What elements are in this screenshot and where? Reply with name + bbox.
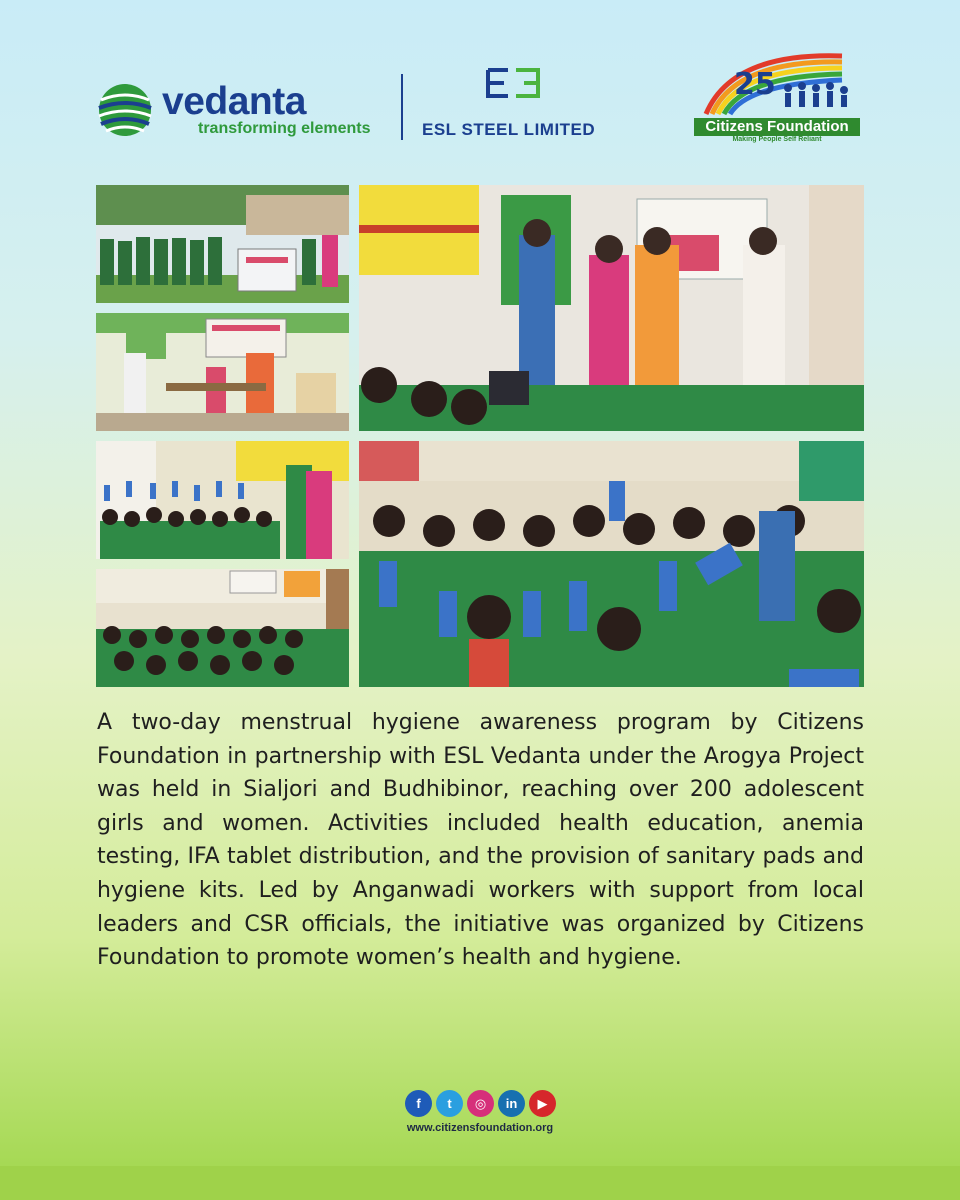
citizens-foundation-tagline: Making People Self Reliant	[732, 136, 822, 143]
esl-wordmark: ESL STEEL LIMITED	[422, 120, 596, 139]
photo-girls-holding-pads-closeup[interactable]	[359, 441, 864, 687]
anniversary-number: 25	[734, 67, 776, 102]
photo-audience-hall[interactable]	[96, 569, 349, 687]
vedanta-tagline: transforming elements	[198, 120, 371, 137]
esl-monogram-icon	[486, 66, 544, 100]
citizens-foundation-wordmark: Citizens Foundation	[694, 118, 860, 136]
photo-classroom-speakers[interactable]	[96, 313, 349, 431]
bottom-green-band	[0, 1166, 960, 1200]
social-links	[405, 1090, 557, 1118]
linkedin-icon[interactable]: in	[498, 1090, 525, 1117]
logo-divider	[401, 74, 403, 140]
photo-girls-raising-pads[interactable]	[96, 441, 349, 559]
program-description: A two-day menstrual hygiene awareness program by Citizens Foundation in partnership with ESL Vedanta under the Arogya Project was held in Sialjori and Budhibinor, reaching over 200 adolescent girls and women. Activities included health education, anemia testing, IFA tablet distribution, and the provision of sanitary pads and hygiene kits. Led by Anganwadi workers with support from local leaders and CSR officials, the initiative was organized by Citizens Foundation to promote women’s health and hygiene.	[97, 710, 864, 971]
esl-logo[interactable]	[418, 66, 618, 146]
vedanta-logo[interactable]	[96, 80, 396, 140]
twitter-icon[interactable]: t	[436, 1090, 463, 1117]
youtube-icon[interactable]: ▶	[529, 1090, 556, 1117]
photo-pad-distribution[interactable]	[359, 185, 864, 431]
website-link[interactable]: www.citizensfoundation.org	[406, 1122, 554, 1134]
facebook-icon[interactable]: f	[405, 1090, 432, 1117]
photo-group-outdoor[interactable]	[96, 185, 349, 303]
vedanta-wordmark: vedanta	[162, 80, 306, 123]
vedanta-wave-globe-icon	[96, 82, 154, 138]
rainbow-children-icon	[692, 48, 864, 116]
instagram-icon[interactable]: ◎	[467, 1090, 494, 1117]
citizens-foundation-logo[interactable]	[692, 48, 864, 144]
photo-collage	[96, 185, 864, 687]
